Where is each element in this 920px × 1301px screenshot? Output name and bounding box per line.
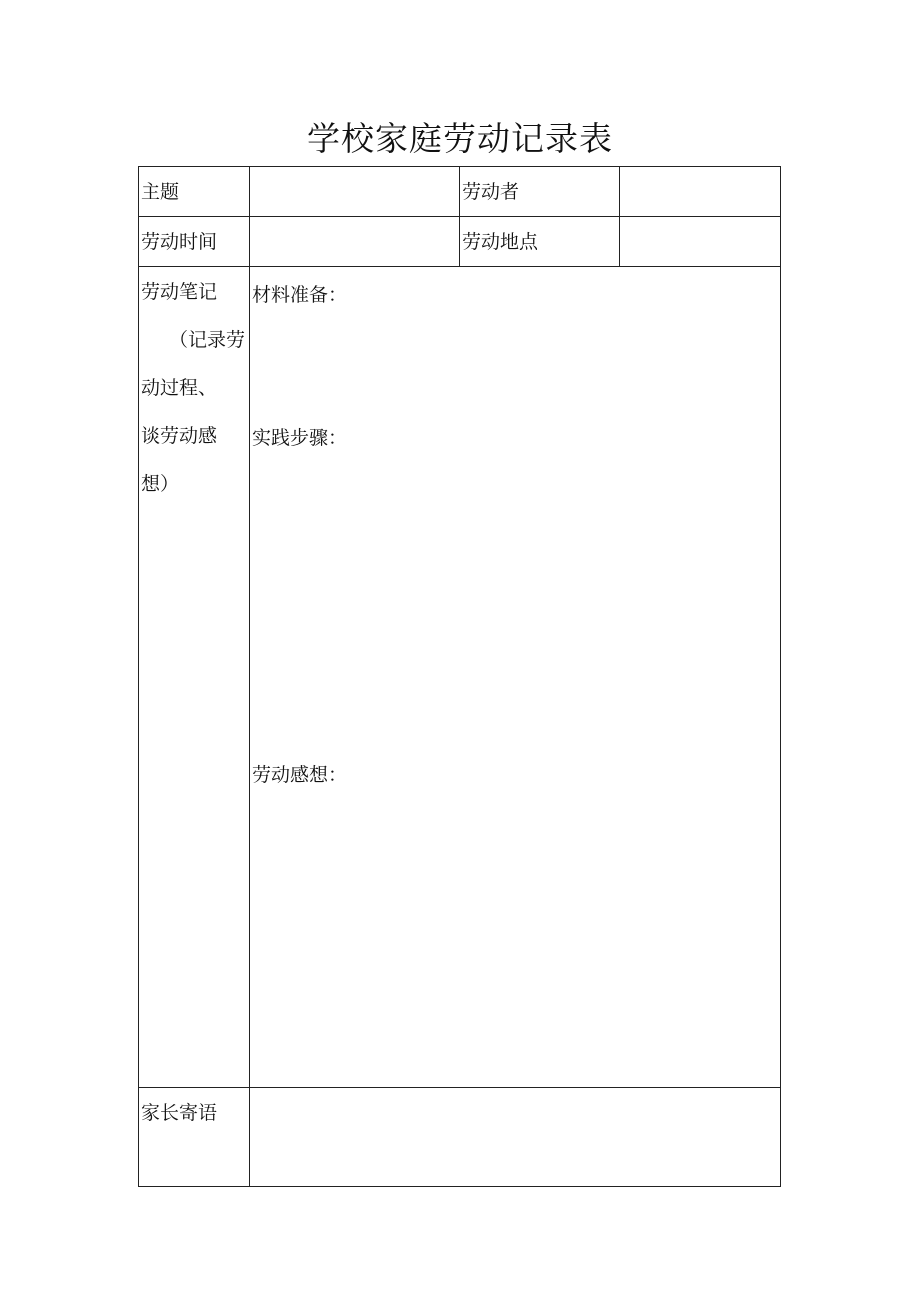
parent-value-cell[interactable] [250, 1088, 781, 1187]
notes-content[interactable] [250, 267, 780, 1087]
parent-value[interactable] [250, 1088, 780, 1101]
worker-value-cell[interactable] [620, 167, 781, 217]
reflection-label: 劳动感想： [252, 764, 348, 786]
notes-label-cell [139, 267, 250, 1088]
notes-content-cell[interactable] [250, 267, 781, 1088]
place-label: 劳动地点 [462, 231, 539, 253]
place-value[interactable] [620, 217, 780, 230]
parent-label-cell [139, 1088, 250, 1187]
theme-label: 主题 [141, 181, 180, 203]
page-title: 学校家庭劳动记录表 [307, 119, 613, 158]
theme-value-cell[interactable] [250, 167, 460, 217]
theme-value[interactable] [250, 167, 459, 180]
labor-record-table [138, 166, 781, 1187]
theme-row [139, 167, 781, 217]
notes-label-line: 劳动笔记 [141, 281, 218, 303]
parent-label: 家长寄语 [141, 1102, 218, 1124]
parent-row [139, 1088, 781, 1187]
notes-row [139, 267, 781, 1088]
notes-label-line: 谈劳动感 [141, 425, 218, 447]
time-label: 劳动时间 [141, 231, 218, 253]
place-label-cell [460, 217, 620, 267]
materials-label: 材料准备： [252, 284, 348, 306]
notes-label [139, 255, 249, 508]
worker-label: 劳动者 [462, 181, 520, 203]
notes-label-line: 动过程、 [141, 377, 218, 399]
notes-label-line: 想） [141, 473, 180, 495]
worker-value[interactable] [620, 167, 780, 180]
notes-label-line: （记录劳 [169, 329, 246, 351]
time-value[interactable] [250, 217, 459, 230]
time-value-cell[interactable] [250, 217, 460, 267]
theme-label-cell [139, 167, 250, 217]
place-value-cell[interactable] [620, 217, 781, 267]
worker-label-cell [460, 167, 620, 217]
steps-label: 实践步骤： [252, 427, 348, 449]
